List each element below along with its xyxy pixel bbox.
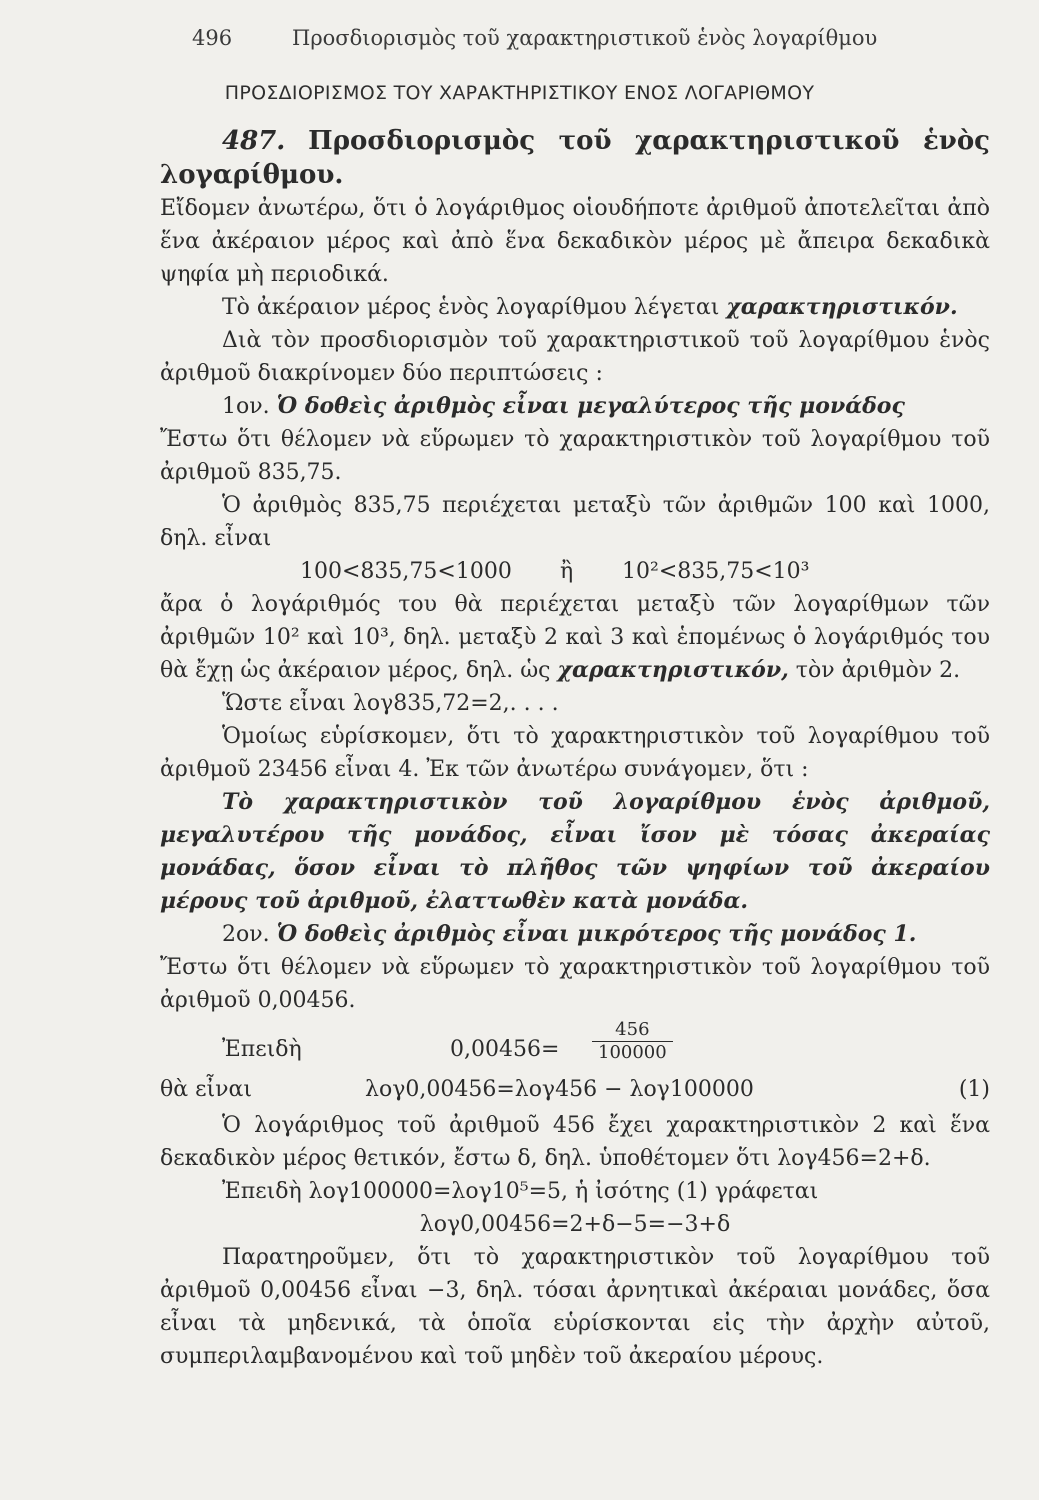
- case1-task: Ἔστω ὅτι θέλομεν νὰ εὕρωμεν τὸ χαρακτηριστικὸν τοῦ λογαρίθμου τοῦ ἀριθμοῦ 835,75.: [160, 427, 990, 485]
- conclusion-term: χαρακτηριστικόν,: [557, 657, 789, 683]
- case2-task: Ἔστω ὅτι θέλομεν νὰ εὕρωμεν τὸ χαρακτηριστικὸν τοῦ λογαρίθμου τοῦ ἀριθμοῦ 0,00456.: [160, 955, 990, 1013]
- article-intro: Εἴδομεν ἀνωτέρω, ὅτι ὁ λογάριθμος οἱουδήποτε ἀριθμοῦ ἀποτελεῖται ἀπὸ ἕνα ἀκέραιον μέρος καὶ ἀπὸ ἕνα δεκαδικὸν μέρος μὲ ἄπειρα δεκαδικὰ ψηφία μὴ περιοδικά.: [160, 196, 990, 287]
- case1-result: Ὥστε εἶναι λογ835,72=2,. . . .: [222, 691, 559, 716]
- definition-text: Τὸ ἀκέραιον μέρος ἑνὸς λογαρίθμου λέγεται: [222, 295, 720, 320]
- running-header: [0, 26, 1039, 58]
- case1-similar: Ὁμοίως εὑρίσκομεν, ὅτι τὸ χαρακτηριστικὸν τοῦ λογαρίθμου τοῦ ἀριθμοῦ 23456 εἶναι 4. Ἐκ τῶν ἀνωτέρω συνάγομεν, ὅτι :: [160, 724, 990, 782]
- fraction-lhs: 0,00456=: [450, 1037, 560, 1062]
- article-number: 487.: [222, 126, 286, 156]
- equation-1-lead: θὰ εἶναι: [160, 1077, 252, 1102]
- conclusion-end: τὸν ἀριθμὸν 2.: [795, 658, 961, 683]
- case1-rule: Τὸ χαρακτηριστικὸν τοῦ λογαρίθμου ἑνὸς ἀριθμοῦ, μεγαλυτέρου τῆς μονάδος, εἶναι ἴσον μὲ τόσας ἀκεραίας μονάδας, ὅσον εἶναι τὸ πλῆθος τῶν ψηφίων τοῦ ἀκεραίου μέρους τοῦ ἀριθμοῦ, ἐλαττωθὲν κατὰ μονάδα.: [160, 789, 990, 914]
- characteristic-definition: [160, 291, 990, 324]
- case2-char-456: Ὁ λογάριθμος τοῦ ἀριθμοῦ 456 ἔχει χαρακτηριστικὸν 2 καὶ ἕνα δεκαδικὸν μέρος θετικόν, ἔστω δ, δηλ. ὑποθέτομεν ὅτι λογ456=2+δ.: [160, 1113, 990, 1171]
- inequality-or: ἢ: [560, 559, 574, 584]
- case1-conclusion: [160, 588, 990, 687]
- case2-observe: Παρατηροῦμεν, ὅτι τὸ χαρακτηριστικὸν τοῦ λογαρίθμου τοῦ ἀριθμοῦ 0,00456 εἶναι −3, δηλ. τόσαι ἀρνητικαὶ ἀκέραιαι μονάδες, ὅσα εἶναι τὰ μηδενικά, τὰ ὁποῖα εὑρίσκονται εἰς τὴν ἀρχὴν αὐτοῦ, συμπεριλαμβανομένου καὶ τοῦ μηδὲν τοῦ ἀκεραίου μέρους.: [160, 1245, 990, 1369]
- case2-heading: [160, 918, 990, 951]
- section-heading: ΠΡΟΣΔΙΟΡΙΣΜΟΣ ΤΟΥ ΧΑΡΑΚΤΗΡΙΣΤΙΚΟΥ ΕΝΟΣ ΛΟΓΑΡΙΘΜΟΥ: [224, 82, 815, 104]
- page-body: [160, 124, 990, 1373]
- equation-2: λογ0,00456=2+δ−5=−3+δ: [419, 1212, 731, 1237]
- inequality-right: 10²<835,75<10³: [622, 559, 810, 584]
- running-title: Προσδιορισμὸς τοῦ χαρακτηριστικοῦ ἑνὸς λογαρίθμου: [292, 26, 878, 50]
- definition-term: χαρακτηριστικόν.: [726, 294, 958, 320]
- case2-title: Ὁ δοθεὶς ἀριθμὸς εἶναι μικρότερος τῆς μονάδος 1.: [276, 921, 917, 947]
- equation-1-body: λογ0,00456=λογ456 − λογ100000: [365, 1077, 754, 1102]
- case2-label: 2ον.: [222, 922, 270, 947]
- inequality-left: 100<835,75<1000: [300, 559, 512, 584]
- case1-heading: [160, 390, 990, 423]
- case1-title: Ὁ δοθεὶς ἀριθμὸς εἶναι μεγαλύτερος τῆς μονάδος: [276, 393, 905, 419]
- cases-intro: Διὰ τὸν προσδιορισμὸν τοῦ χαρακτηριστικοῦ τοῦ λογαρίθμου ἑνὸς ἀριθμοῦ διακρίνομεν δύο περιπτώσεις :: [160, 328, 990, 386]
- page-number: 496: [192, 26, 233, 50]
- case2-since: Ἐπειδὴ λογ100000=λογ10⁵=5, ἡ ἰσότης (1) γράφεται: [222, 1179, 819, 1204]
- inequality-formula: [160, 555, 990, 588]
- equation-1-number: (1): [958, 1077, 990, 1102]
- since-word: Ἐπειδὴ: [222, 1037, 302, 1062]
- fraction-numerator: 456: [592, 1019, 673, 1042]
- fraction: [592, 1019, 673, 1064]
- conclusion-text: ἄρα ὁ λογάριθμός του θὰ περιέχεται μεταξὺ τῶν λογαρίθμων τῶν ἀριθμῶν 10² καὶ 10³, δηλ. μεταξὺ 2 καὶ 3 καὶ ἑπομένως ὁ λογάριθμός του θὰ ἔχῃ ὡς ἀκέραιον μέρος, δηλ. ὡς: [160, 592, 990, 683]
- fraction-formula: [160, 1019, 990, 1073]
- fraction-denominator: 100000: [598, 1042, 667, 1063]
- equation-1: [160, 1073, 990, 1109]
- case1-label: 1ον.: [222, 394, 270, 419]
- case1-between: Ὁ ἀριθμὸς 835,75 περιέχεται μεταξὺ τῶν ἀριθμῶν 100 καὶ 1000, δηλ. εἶναι: [160, 493, 990, 551]
- article-title: Προσδιορισμὸς τοῦ χαρακτηριστικοῦ ἑνὸς λογαρίθμου.: [160, 126, 991, 190]
